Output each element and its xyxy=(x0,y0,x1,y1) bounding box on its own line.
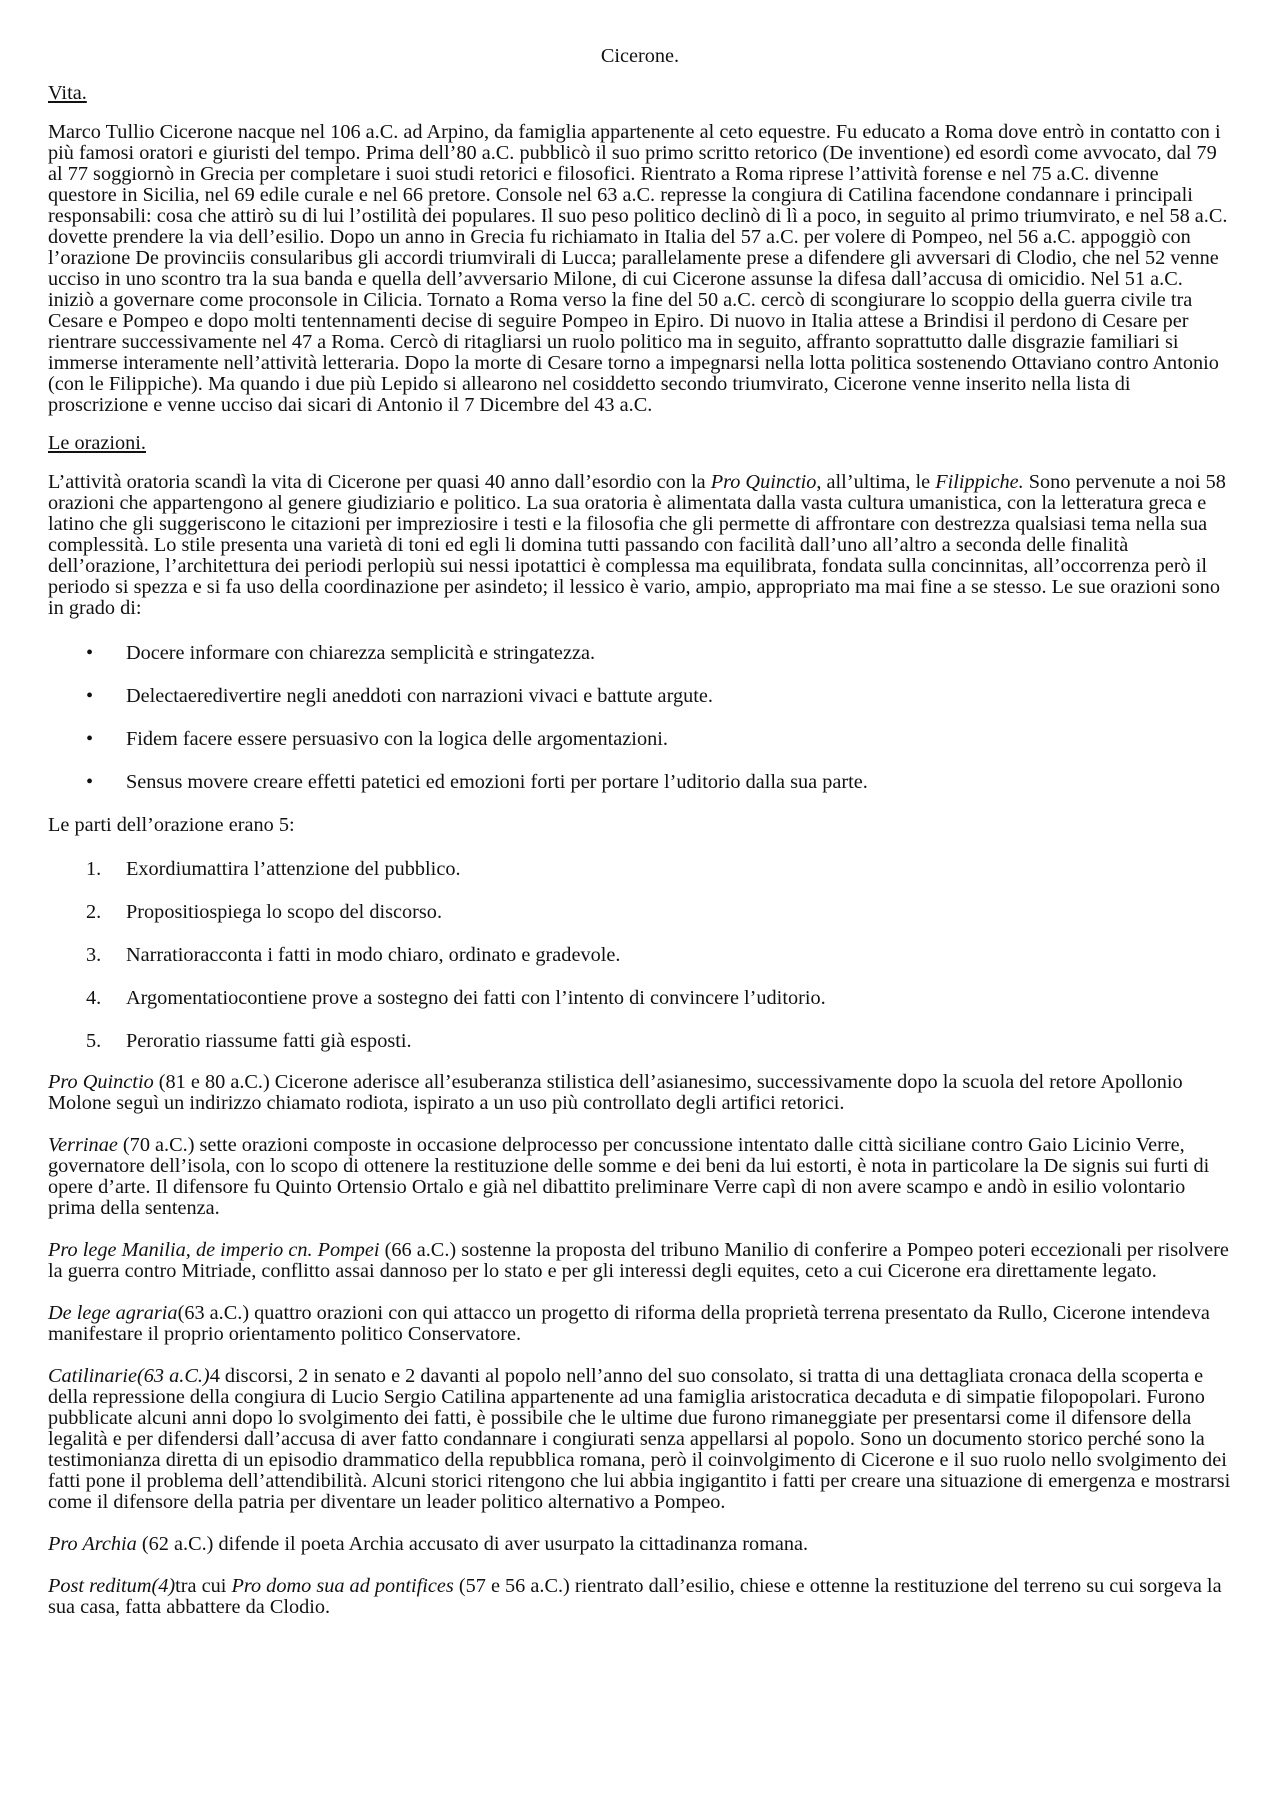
list-number: 4. xyxy=(86,987,102,1009)
intro-title-pro-quinctio: Pro Quinctio xyxy=(710,471,817,493)
work-paragraph-post-reditum xyxy=(48,1576,1232,1618)
work-title: Pro lege Manilia, de imperio cn. Pompei xyxy=(48,1239,380,1261)
work-paragraph-pro-lege-manilia xyxy=(48,1240,1232,1282)
work-paragraph-pro-quinctio xyxy=(48,1072,1232,1114)
numbered-list xyxy=(48,857,1232,1053)
list-item xyxy=(48,943,1232,967)
work-description: (66 a.C.) sostenne la proposta del tribuno Manilio di conferire a Pompeo poteri eccezionali per risolvere la guerra contro Mitriade, conflitto assai dannoso per lo stato e per gli interessi degli equites, ceto a cui Cicerone era direttamente legato. xyxy=(48,1239,1229,1282)
list-item xyxy=(48,986,1232,1010)
work-title: Pro Archia xyxy=(48,1533,137,1555)
list-item xyxy=(48,684,1232,708)
bullet-marker: • xyxy=(86,771,94,793)
work-paragraph-pro-archia xyxy=(48,1534,1232,1555)
intro-text-1: L’attività oratoria scandì la vita di Cicerone per quasi 40 anno dall’esordio con la xyxy=(48,471,711,493)
bullet-list xyxy=(48,641,1232,794)
work-title: Verrinae xyxy=(48,1134,118,1156)
work-title: De lege agraria xyxy=(48,1302,178,1324)
work-description: (57 e 56 a.C.) rientrato dall’esilio, chiese e ottenne la restituzione del terreno su cui sorgeva la sua casa, fatta abbattere da Clodio. xyxy=(48,1575,1222,1618)
list-item xyxy=(48,900,1232,924)
list-item-text: Delectaeredivertire negli aneddoti con narrazioni vivaci e battute argute. xyxy=(126,685,713,707)
work-title: Pro Quinctio xyxy=(48,1071,154,1093)
work-title: Post reditum(4) xyxy=(48,1575,176,1597)
intro-text-3: Sono pervenute a noi 58 orazioni che appartengono al genere giudiziario e politico. La sua oratoria è alimentata dalla vasta cultura umanistica, con la letteratura greca e latino che gli suggeriscono le citazioni per impreziosire i testi e la filosofia che gli permette di affrontare con destrezza qualsiasi tema nella sua complessità. Lo stile presenta una varietà di toni ed egli li domina tutti passando con facilità dall’uno all’altro a seconda delle finalità dell’orazione, l’architettura dei periodi perlopiù sui nessi ipotattici è complessa ma equilibrata, fondata sulla concinnitas, all’occorrenza però il periodo si spezza e si fa uso della coordinazione per asindeto; il lessico è vario, ampio, appropriato ma mai fine a se stesso. Le sue orazioni sono in grado di: xyxy=(48,471,1226,619)
list-number: 1. xyxy=(86,858,102,880)
bullet-marker: • xyxy=(86,685,94,707)
bullet-marker: • xyxy=(86,642,94,664)
list-item-text: Sensus movere creare effetti patetici ed emozioni forti per portare l’uditorio dalla sua parte. xyxy=(126,771,868,793)
work-description: (81 e 80 a.C.) Cicerone aderisce all’esuberanza stilistica dell’asianesimo, successivamente dopo la scuola del retore Apollonio Molone seguì un indirizzo chiamato rodiota, ispirato a un uso più controllato degli artifici retorici. xyxy=(48,1071,1183,1114)
work-title: Catilinarie(63 a.C.) xyxy=(48,1365,210,1387)
list-item xyxy=(48,770,1232,794)
intro-title-filippiche: Filippiche. xyxy=(935,471,1024,493)
work-paragraph-verrinae xyxy=(48,1135,1232,1219)
list-number: 2. xyxy=(86,901,102,923)
list-item-text: Peroratio riassume fatti già esposti. xyxy=(126,1030,412,1052)
orazioni-intro-paragraph xyxy=(48,472,1232,619)
section-heading-vita: Vita. xyxy=(48,82,87,104)
work-subtitle: Pro domo sua ad pontifices xyxy=(231,1575,454,1597)
list-item xyxy=(48,1029,1232,1053)
list-item-text: Argomentatiocontiene prove a sostegno dei fatti con l’intento di convincere l’uditorio. xyxy=(126,987,826,1009)
bullet-marker: • xyxy=(86,728,94,750)
list-item-text: Docere informare con chiarezza semplicità e stringatezza. xyxy=(126,642,596,664)
list-item xyxy=(48,857,1232,881)
work-description: (63 a.C.) quattro orazioni con qui attacco un progetto di riforma della proprietà terrena presentato da Rullo, Cicerone intendeva manifestare il proprio orientamento politico Conservatore. xyxy=(48,1302,1210,1345)
work-description: (70 a.C.) sette orazioni composte in occasione delprocesso per concussione intentato dalle città siciliane contro Gaio Licinio Verre, governatore dell’isola, con lo scopo di ottenere la restituzione delle somme e dei beni da lui estorti, è nota in particolare la De signis sui furti di opere d’arte. Il difensore fu Quinto Ortensio Ortalo e già nel dibattito preliminare Verre capì di non avere scampo e andò in esilio volontario prima della sentenza. xyxy=(48,1134,1210,1219)
work-description: (62 a.C.) difende il poeta Archia accusato di aver usurpato la cittadinanza romana. xyxy=(136,1533,809,1555)
list-item xyxy=(48,641,1232,665)
list-item-text: Propositiospiega lo scopo del discorso. xyxy=(126,901,443,923)
intro-text-2: , all’ultima, le xyxy=(816,471,936,493)
work-paragraph-de-lege-agraria xyxy=(48,1303,1232,1345)
work-description: 4 discorsi, 2 in senato e 2 davanti al popolo nell’anno del suo consolato, si tratta di una dettagliata cronaca della scoperta e della repressione della congiura di Lucio Sergio Catilina appartenente ad una famiglia aristocratica decaduta e di simpatie filopopolari. Furono pubblicate alcuni anni dopo lo svolgimento dei fatti, è possibile che le ultime due furono rimaneggiate per presentarsi come il difensore della legalità e per difendersi dall’accusa di aver fatto condannare i congiurati senza appellarsi al popolo. Sono un documento storico perché sono la testimonianza diretta di un episodio drammatico della repubblica romana, però il coinvolgimento di Cicerone e il suo ruolo nello svolgimento dei fatti pone il problema dell’attendibilità. Alcuni storici ritengono che lui abbia ingigantito i fatti per creare una situazione di emergenza e mostrarsi come il difensore della patria per diventare un leader politico alternativo a Pompeo. xyxy=(48,1365,1231,1513)
parts-intro: Le parti dell’orazione erano 5: xyxy=(48,814,295,836)
vita-paragraph: Marco Tullio Cicerone nacque nel 106 a.C. ad Arpino, da famiglia appartenente al ceto equestre. Fu educato a Roma dove entrò in contatto con i più famosi oratori e giuristi del tempo. Prima dell’80 a.C. pubblicò il suo primo scritto retorico (De inventione) ed esordì come avvocato, dal 79 al 77 soggiornò in Grecia per completare i suoi studi retorici e filosofici. Rientrato a Roma riprese l’attività forense e nel 75 a.C. divenne questore in Sicilia, nel 69 edile curale e nel 66 pretore. Console nel 63 a.C. represse la congiura di Catilina facendone condannare i principali responsabili: cosa che attirò su di lui l’ostilità dei populares. Il suo peso politico declinò di lì a poco, in seguito al primo triumvirato, e nel 58 a.C. dovette prendere la via dell’esilio. Dopo un anno in Grecia fu richiamato in Italia del 57 a.C. per volere di Pompeo, nel 56 a.C. appoggiò con l’orazione De provinciis consularibus gli accordi triumvirali di Lucca; parallelamente prese a difendere gli avversari di Clodio, che nel 52 venne ucciso in uno scontro tra la sua banda e quella dell’avversario Milone, di cui Cicerone assunse la difesa dall’accusa di omicidio. Nel 51 a.C. iniziò a governare come proconsole in Cilicia. Tornato a Roma verso la fine del 50 a.C. cercò di scongiurare lo scoppio della guerra civile tra Cesare e Pompeo e dopo molti tentennamenti decise di seguire Pompeo in Epiro. Di nuovo in Italia attese a Brindisi il perdono di Cesare per rientrare successivamente nel 47 a Roma. Cercò di ritagliarsi un ruolo politico ma in seguito, affranto soprattutto dalle disgrazie familiari si immerse interamente nell’attività letteraria. Dopo la morte di Cesare torno a impegnarsi nella lotta politica sostenendo Ottaviano contro Antonio (con le Filippiche). Ma quando i due più Lepido si allearono nel cosiddetto secondo triumvirato, Cicerone venne inserito nella lista di proscrizione e venne ucciso dai sicari di Antonio il 7 Dicembre del 43 a.C. xyxy=(48,121,1228,416)
list-item xyxy=(48,727,1232,751)
work-paragraph-catilinarie xyxy=(48,1366,1232,1513)
list-number: 5. xyxy=(86,1030,102,1052)
list-number: 3. xyxy=(86,944,102,966)
work-connector: tra cui xyxy=(175,1575,232,1597)
list-item-text: Exordiumattira l’attenzione del pubblico. xyxy=(126,858,461,880)
page-title: Cicerone. xyxy=(600,45,680,67)
list-item-text: Narratioracconta i fatti in modo chiaro, ordinato e gradevole. xyxy=(126,944,621,966)
list-item-text: Fidem facere essere persuasivo con la logica delle argomentazioni. xyxy=(126,728,668,750)
section-heading-orazioni: Le orazioni. xyxy=(48,432,146,454)
